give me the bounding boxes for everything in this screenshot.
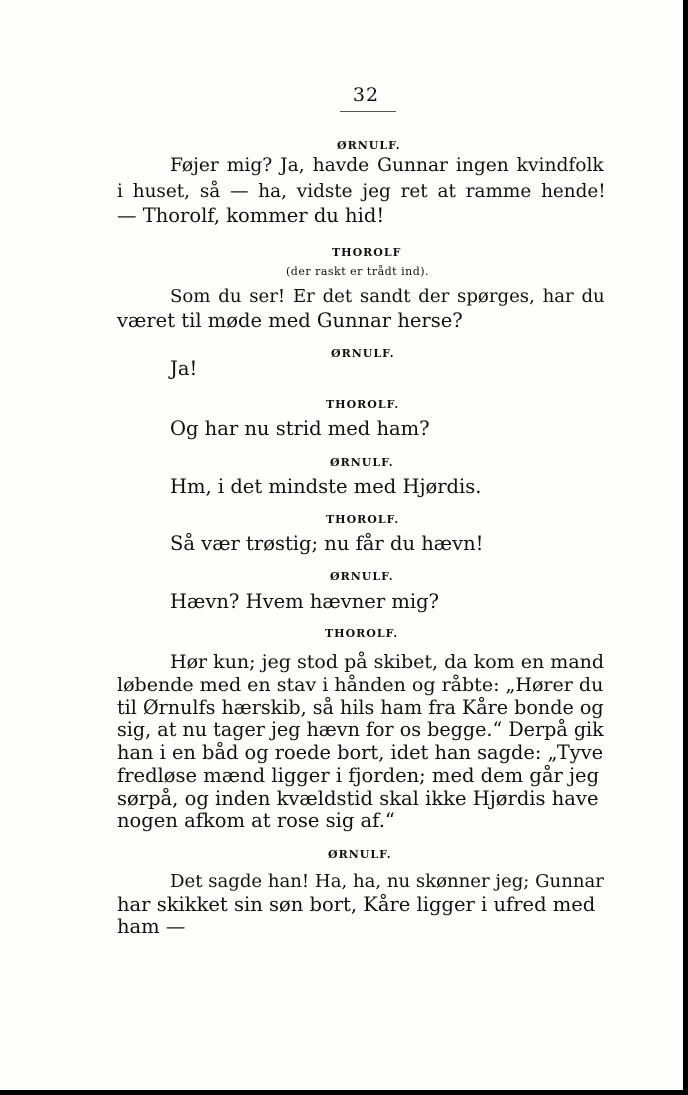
speaker-name: ØRNULF.: [328, 848, 392, 861]
stage-direction: (der raskt er trådt ind).: [286, 265, 430, 278]
text-line: fredløse mænd ligger i fjorden; med dem går jeg: [117, 764, 600, 787]
text-line: til Ørnulfs hærskib, så hils ham fra Kåre bonde og: [117, 696, 604, 719]
text-line: Det sagde han! Ha, ha, nu skønner jeg; Gunnar: [170, 871, 604, 892]
text-line: løbende med en stav i hånden og råbte: „Hører du: [117, 674, 604, 696]
speaker-name: THOROLF: [332, 246, 402, 259]
speaker-name: THOROLF.: [325, 627, 399, 640]
text-line: Hør kun; jeg stod på skibet, da kom en mand: [170, 651, 605, 673]
text-line: Og har nu strid med ham?: [170, 417, 430, 440]
text-line: Som du ser! Er det sandt der spørges, har du: [170, 286, 605, 307]
text-line: Føjer mig? Ja, havde Gunnar ingen kvindfolk: [170, 155, 604, 176]
speaker-name: THOROLF.: [326, 398, 400, 411]
speaker-name: ØRNULF.: [337, 139, 401, 152]
text-line: Så vær trøstig; nu får du hævn!: [170, 532, 484, 555]
speaker-name: ØRNULF.: [330, 456, 394, 469]
text-line: ham —: [117, 915, 186, 938]
text-line: nogen afkom at rose sig af.“: [117, 809, 395, 832]
text-line: Hm, i det mindste med Hjørdis.: [170, 475, 482, 498]
text-line: Ja!: [170, 357, 198, 380]
text-line: sørpå, og inden kvældstid skal ikke Hjørdis have: [117, 787, 599, 810]
speaker-name: ØRNULF.: [331, 347, 395, 360]
text-line: været til møde med Gunnar herse?: [117, 309, 463, 332]
page-number: 32: [352, 84, 380, 106]
page-number-rule: [340, 111, 396, 112]
text-line: — Thorolf, kommer du hid!: [117, 204, 385, 227]
text-line: han i en båd og roede bort, idet han sagde: „Tyve: [117, 741, 604, 764]
text-line: i huset, så — ha, vidste jeg ret at ramme hende!: [117, 181, 606, 202]
text-line: sig, at nu tager jeg hævn for os begge.“ Derpå gik: [117, 718, 604, 741]
speaker-name: ØRNULF.: [330, 570, 394, 583]
speaker-name: THOROLF.: [326, 513, 400, 526]
text-line: Hævn? Hvem hævner mig?: [170, 590, 440, 613]
text-line: har skikket sin søn bort, Kåre ligger i ufred med: [117, 893, 596, 916]
